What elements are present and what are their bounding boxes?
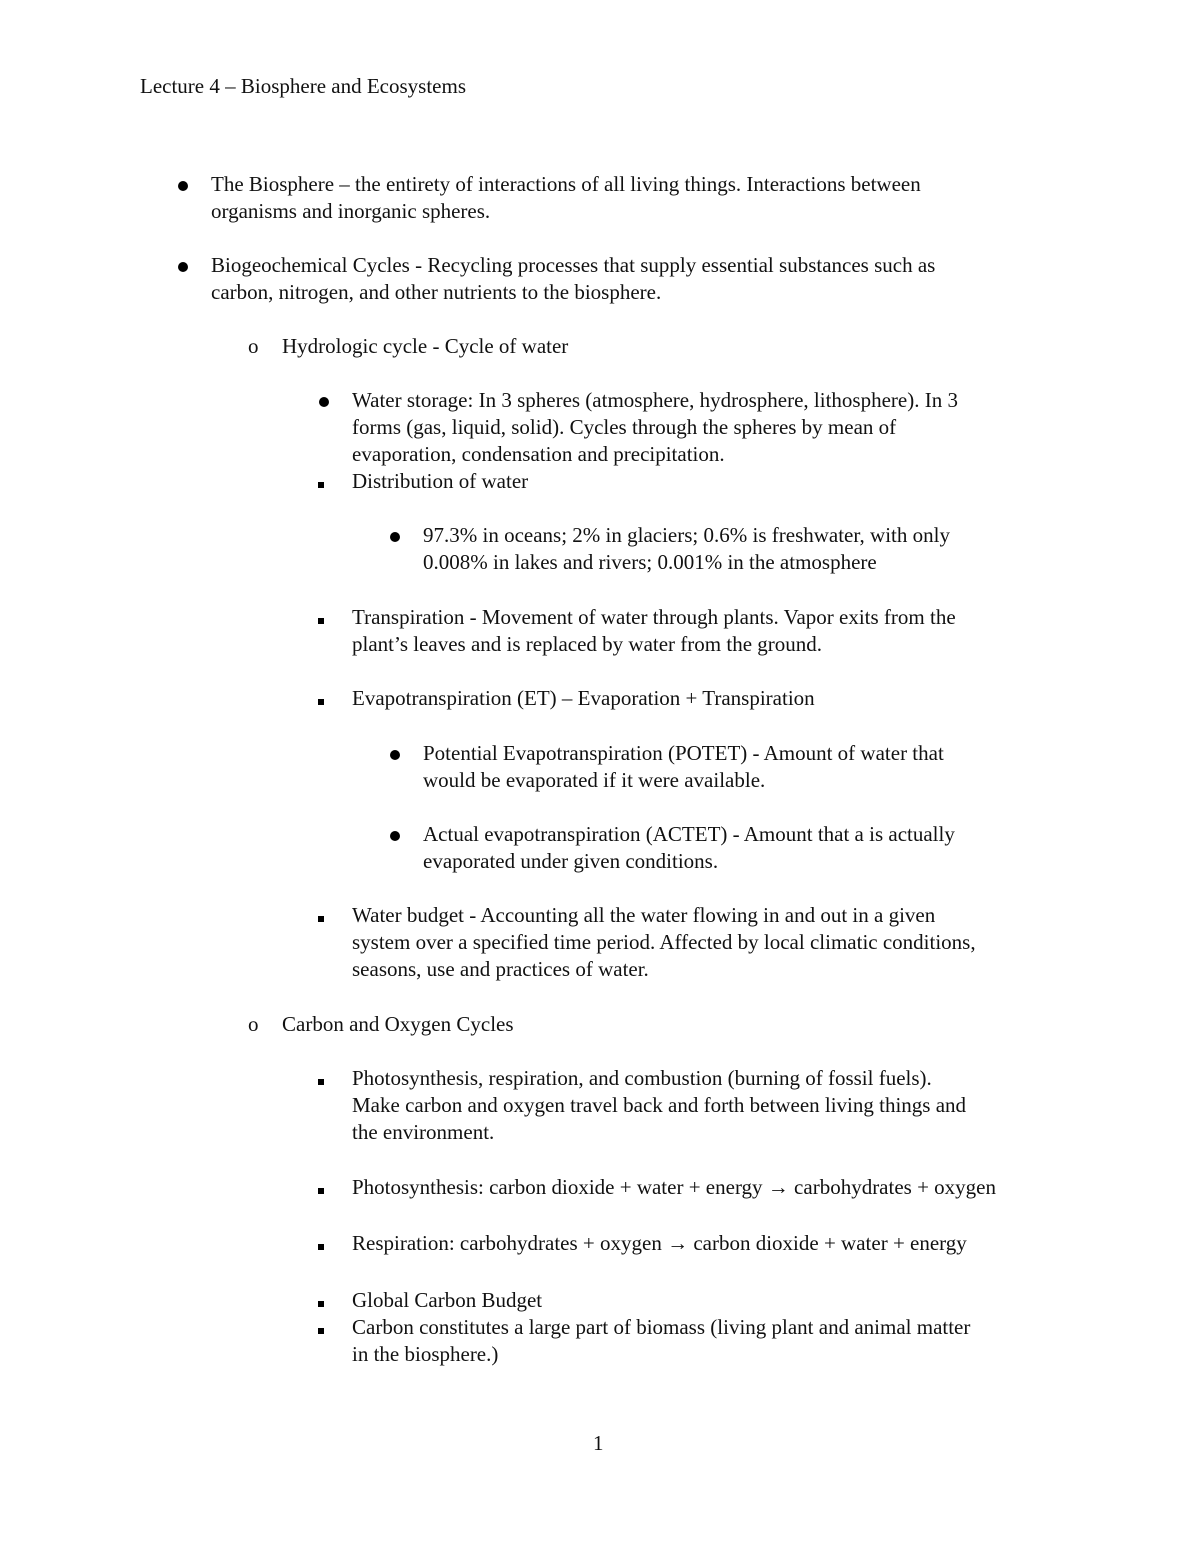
item-processes-line-2: Make carbon and oxygen travel back and forth between living things and <box>352 1093 967 1117</box>
item-processes-line-3: the environment. <box>352 1120 495 1144</box>
item-biogeochemical-line-2: carbon, nitrogen, and other nutrients to the biosphere. <box>211 280 662 304</box>
item-hydrologic-cycle: Hydrologic cycle - Cycle of water <box>282 334 569 358</box>
item-water-distribution-line-2: 0.008% in lakes and rivers; 0.001% in the atmosphere <box>423 550 877 574</box>
item-water-budget-line-3: seasons, use and practices of water. <box>352 957 649 981</box>
item-carbon-oxygen-cycles: Carbon and Oxygen Cycles <box>282 1012 514 1036</box>
square-bullet <box>318 685 324 712</box>
item-transpiration-line-2: plant’s leaves and is replaced by water from the ground. <box>352 632 823 656</box>
item-water-storage-line-3: evaporation, condensation and precipitation. <box>352 442 725 466</box>
square-bullet <box>318 1065 324 1092</box>
item-transpiration-line-1: Transpiration - Movement of water through plants. Vapor exits from the <box>352 605 956 629</box>
item-carbon-biomass-line-1: Carbon constitutes a large part of biomass (living plant and animal matter <box>352 1315 971 1339</box>
item-biogeochemical-line-1: Biogeochemical Cycles - Recycling processes that supply essential substances such as <box>211 253 936 277</box>
square-bullet <box>318 604 324 631</box>
dot-bullet <box>390 522 400 549</box>
item-carbon-biomass-line-2: in the biosphere.) <box>352 1342 499 1366</box>
circle-bullet: o <box>248 334 259 358</box>
square-bullet <box>318 1230 324 1257</box>
square-bullet <box>318 1174 324 1201</box>
item-respiration-equation: Respiration: carbohydrates + oxygen → carbon dioxide + water + energy <box>352 1231 967 1255</box>
item-biosphere-line-1: The Biosphere – the entirety of interactions of all living things. Interactions between <box>211 172 921 196</box>
dot-bullet <box>319 387 329 414</box>
page-number: 1 <box>593 1431 604 1455</box>
item-potet-line-1: Potential Evapotranspiration (POTET) - Amount of water that <box>423 741 944 765</box>
square-bullet <box>318 902 324 929</box>
item-water-budget-line-1: Water budget - Accounting all the water flowing in and out in a given <box>352 903 936 927</box>
item-potet-line-2: would be evaporated if it were available. <box>423 768 766 792</box>
square-bullet <box>318 1287 324 1314</box>
item-biosphere-line-2: organisms and inorganic spheres. <box>211 199 491 223</box>
item-water-budget-line-2: system over a specified time period. Affected by local climatic conditions, <box>352 930 976 954</box>
dot-bullet <box>390 740 400 767</box>
lecture-title: Lecture 4 – Biosphere and Ecosystems <box>140 74 466 98</box>
item-water-storage-line-1: Water storage: In 3 spheres (atmosphere, hydrosphere, lithosphere). In 3 <box>352 388 958 412</box>
item-actet-line-2: evaporated under given conditions. <box>423 849 719 873</box>
circle-bullet: o <box>248 1012 259 1036</box>
dot-bullet <box>178 171 188 198</box>
item-photosynthesis-equation: Photosynthesis: carbon dioxide + water + energy → carbohydrates + oxygen <box>352 1175 996 1199</box>
item-processes-line-1: Photosynthesis, respiration, and combustion (burning of fossil fuels). <box>352 1066 932 1090</box>
square-bullet <box>318 1314 324 1341</box>
item-actet-line-1: Actual evapotranspiration (ACTET) - Amount that a is actually <box>423 822 955 846</box>
item-water-storage-line-2: forms (gas, liquid, solid). Cycles through the spheres by mean of <box>352 415 897 439</box>
square-bullet <box>318 468 324 495</box>
item-global-carbon-budget: Global Carbon Budget <box>352 1288 543 1312</box>
item-evapotranspiration: Evapotranspiration (ET) – Evaporation + Transpiration <box>352 686 815 710</box>
item-water-distribution-line-1: 97.3% in oceans; 2% in glaciers; 0.6% is freshwater, with only <box>423 523 950 547</box>
dot-bullet <box>390 821 400 848</box>
item-distribution-of-water: Distribution of water <box>352 469 529 493</box>
dot-bullet <box>178 252 188 279</box>
